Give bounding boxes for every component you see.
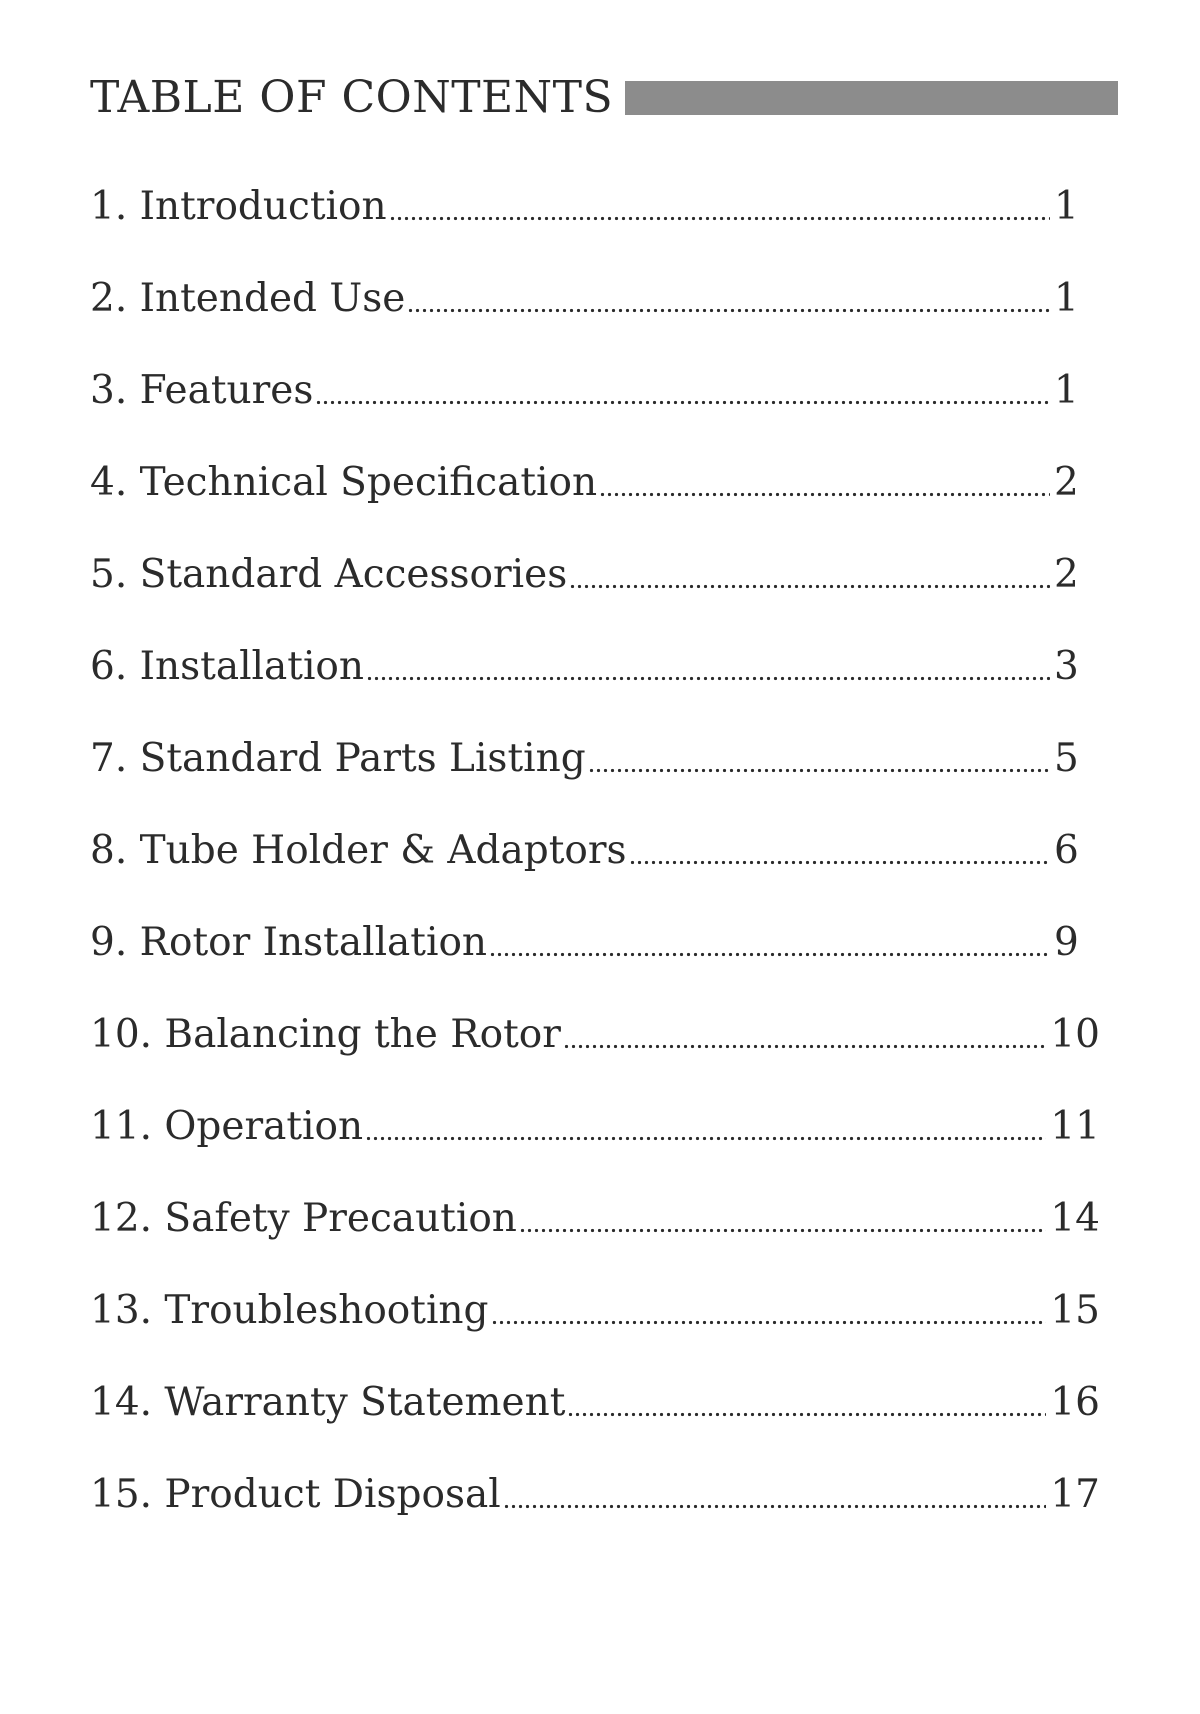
toc-entry-page: 5 (1054, 735, 1079, 781)
dot-leader (491, 1320, 1047, 1325)
dot-leader (599, 492, 1050, 497)
toc-entry[interactable] (90, 528, 1100, 620)
toc-entry-title: 7. Standard Parts Listing (90, 735, 586, 781)
toc-entry-page: 17 (1050, 1471, 1100, 1517)
dot-leader (315, 400, 1050, 405)
dot-leader (588, 768, 1050, 773)
toc-entry-title: 13. Troubleshooting (90, 1287, 489, 1333)
toc-entry-title: 5. Standard Accessories (90, 551, 568, 597)
toc-entry[interactable] (90, 1080, 1100, 1172)
dot-leader (567, 1412, 1046, 1417)
toc-entry-page: 3 (1054, 643, 1079, 689)
dot-leader (569, 584, 1050, 589)
toc-entry[interactable] (90, 712, 1100, 804)
heading-bar (625, 81, 1118, 115)
toc-entry-page: 1 (1054, 367, 1079, 413)
toc-entry-title: 6. Installation (90, 643, 365, 689)
toc-entry[interactable] (90, 252, 1100, 344)
toc-entry[interactable] (90, 1172, 1100, 1264)
toc-entry-page: 2 (1054, 551, 1079, 597)
toc-entry-page: 1 (1054, 183, 1079, 229)
dot-leader (366, 676, 1050, 681)
toc-entry-title: 11. Operation (90, 1103, 364, 1149)
toc-entry-title: 12. Safety Precaution (90, 1195, 517, 1241)
toc-entry[interactable] (90, 1264, 1100, 1356)
dot-leader (519, 1228, 1046, 1233)
dot-leader (365, 1136, 1046, 1141)
dot-leader (503, 1504, 1047, 1509)
toc-entry-title: 8. Tube Holder & Adaptors (90, 827, 627, 873)
toc-entry-title: 4. Technical Specification (90, 459, 598, 505)
toc-entry-title: 3. Features (90, 367, 314, 413)
toc-entry-page: 6 (1054, 827, 1079, 873)
toc-list (90, 160, 1100, 1540)
toc-entry-page: 16 (1050, 1379, 1100, 1425)
dot-leader (407, 308, 1050, 313)
toc-entry-title: 14. Warranty Statement (90, 1379, 566, 1425)
toc-entry-title: 9. Rotor Installation (90, 919, 488, 965)
toc-entry[interactable] (90, 620, 1100, 712)
toc-entry-title: 10. Balancing the Rotor (90, 1011, 561, 1057)
toc-entry-title: 15. Product Disposal (90, 1471, 501, 1517)
toc-entry-title: 2. Intended Use (90, 275, 406, 321)
toc-entry-page: 15 (1050, 1287, 1100, 1333)
toc-entry[interactable] (90, 1356, 1100, 1448)
toc-entry[interactable] (90, 436, 1100, 528)
toc-entry[interactable] (90, 804, 1100, 896)
toc-entry-page: 10 (1050, 1011, 1100, 1057)
toc-entry-title: 1. Introduction (90, 183, 387, 229)
toc-entry[interactable] (90, 988, 1100, 1080)
toc-entry[interactable] (90, 344, 1100, 436)
toc-entry-page: 9 (1054, 919, 1079, 965)
dot-leader (389, 216, 1050, 221)
dot-leader (489, 952, 1050, 957)
toc-heading: TABLE OF CONTENTS (90, 72, 614, 123)
toc-heading-row (90, 70, 1118, 126)
toc-entry[interactable] (90, 896, 1100, 988)
dot-leader (563, 1044, 1046, 1049)
toc-entry-page: 2 (1054, 459, 1079, 505)
toc-entry-page: 14 (1050, 1195, 1100, 1241)
dot-leader (629, 860, 1051, 865)
toc-entry[interactable] (90, 1448, 1100, 1540)
toc-entry[interactable] (90, 160, 1100, 252)
toc-entry-page: 1 (1054, 275, 1079, 321)
toc-entry-page: 11 (1050, 1103, 1100, 1149)
